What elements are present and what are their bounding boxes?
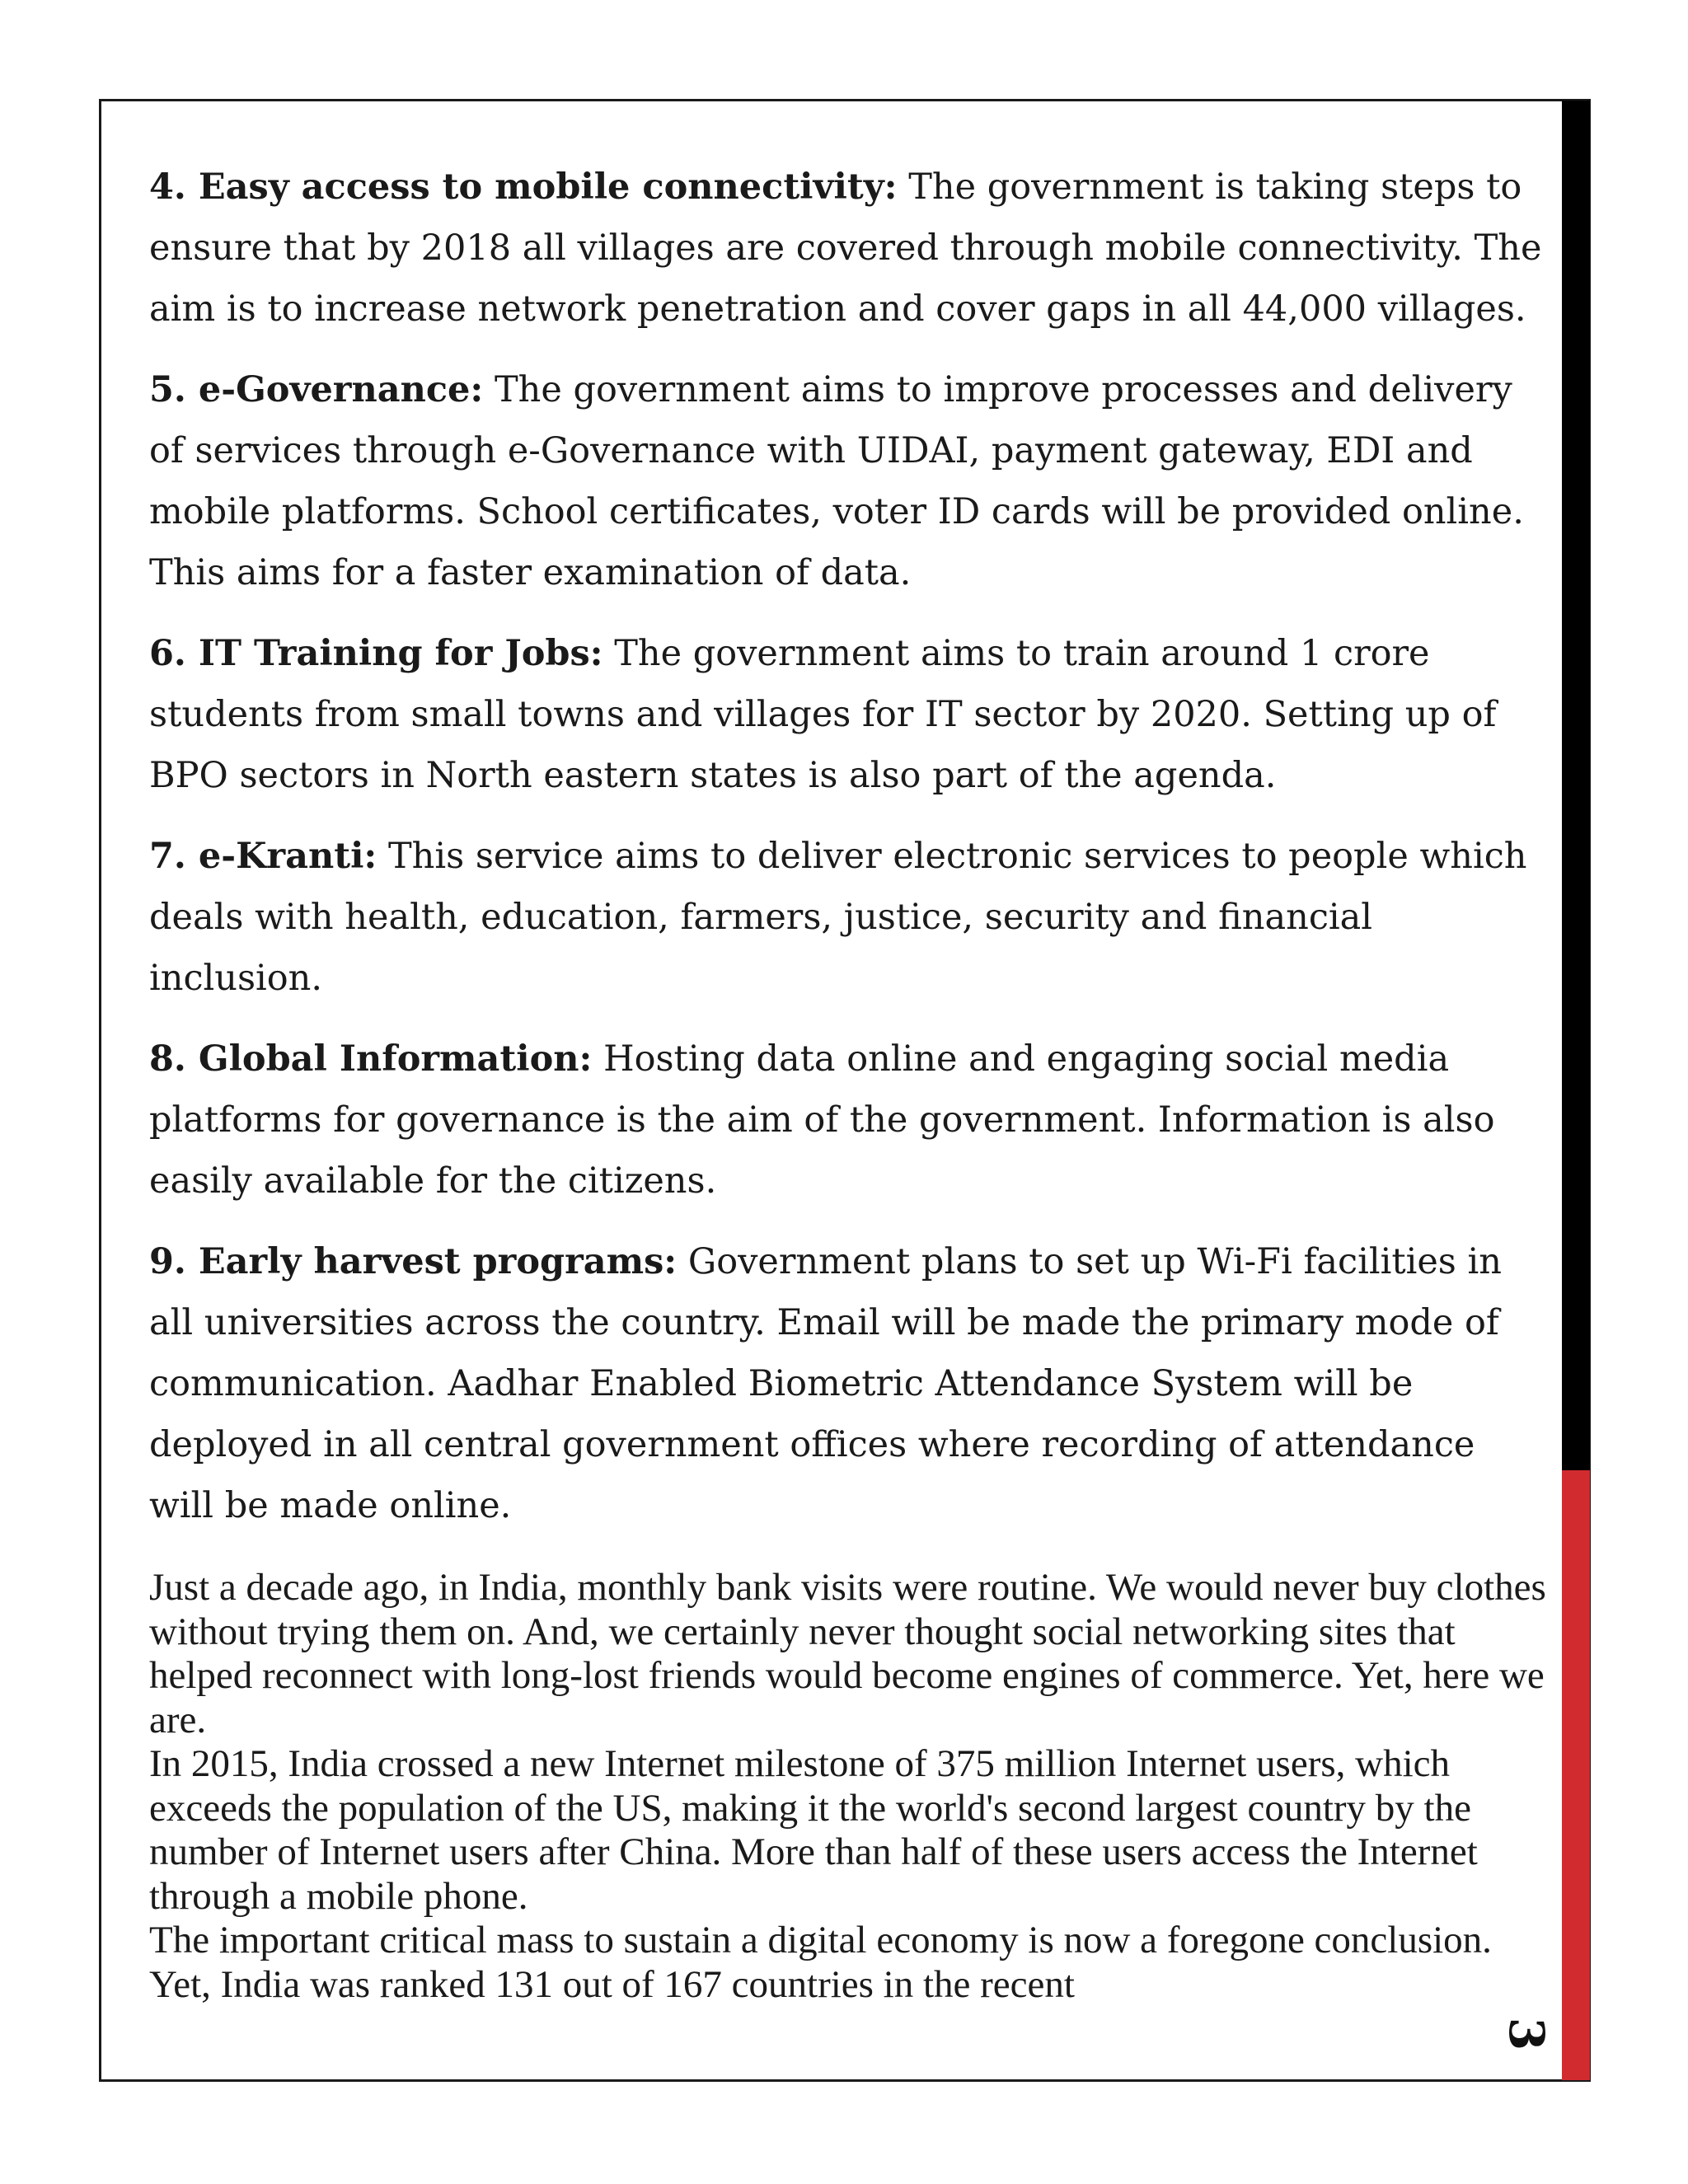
point-text: Hosting data online and engaging social media platforms for governance is the aim of the government. Information is also easily available for the citizens. (149, 1038, 1495, 1202)
point-4 (149, 157, 1550, 340)
point-heading: 9. Early harvest programs: (149, 1241, 678, 1282)
point-text: This service aims to deliver electronic services to people which deals with health, education, farmers, justice, security and financial inclusion. (149, 836, 1527, 999)
sidebar-bar-black (1562, 101, 1590, 1470)
point-text: Government plans to set up Wi-Fi facilities in all universities across the country. Email will be made the primary mode of communication. Aadhar Enabled Biometric Attendance System will be deployed in all central government offices where recording of attendance will be made online. (149, 1241, 1502, 1526)
point-text: The government aims to improve processes and delivery of services through e-Governance with UIDAI, payment gateway, EDI and mobile platforms. School certificates, voter ID cards will be provided online. This aims for a faster examination of data. (149, 369, 1524, 593)
point-text: The government is taking steps to ensure that by 2018 all villages are covered through mobile connectivity. The aim is to increase network penetration and cover gaps in all 44,000 villages. (149, 166, 1542, 330)
point-text: The government aims to train around 1 crore students from small towns and villages for IT sector by 2020. Setting up of BPO sectors in North eastern states is also part of the agenda. (149, 633, 1497, 796)
paragraph: The important critical mass to sustain a digital economy is now a foregone conclusion. Yet, India was ranked 131 out of 167 countries in the recent (149, 1919, 1492, 2006)
numbered-points (149, 157, 1550, 1556)
point-8 (149, 1029, 1550, 1212)
paragraph: Just a decade ago, in India, monthly bank visits were routine. We would never buy clothes without trying them on. And, we certainly never thought social networking sites that helped reconnect with long-lost friends would become engines of commerce. Yet, here we are. (149, 1566, 1546, 1741)
sidebar-bar-red (1562, 1470, 1590, 2080)
point-6 (149, 623, 1550, 806)
point-9 (149, 1231, 1550, 1536)
point-heading: 5. e-Governance: (149, 369, 484, 410)
paragraph: In 2015, India crossed a new Internet milestone of 375 million Internet users, which exceeds the population of the US, making it the world's second largest country by the number of Internet users after China. More than half of these users access the Internet through a mobile phone. (149, 1742, 1478, 1918)
point-heading: 7. e-Kranti: (149, 836, 377, 877)
point-5 (149, 359, 1550, 603)
point-heading: 8. Global Information: (149, 1038, 593, 1080)
body-text (149, 1566, 1550, 2007)
page-number: 3 (1498, 2017, 1554, 2051)
point-heading: 6. IT Training for Jobs: (149, 633, 603, 674)
point-heading: 4. Easy access to mobile connectivity: (149, 166, 898, 208)
point-7 (149, 826, 1550, 1009)
